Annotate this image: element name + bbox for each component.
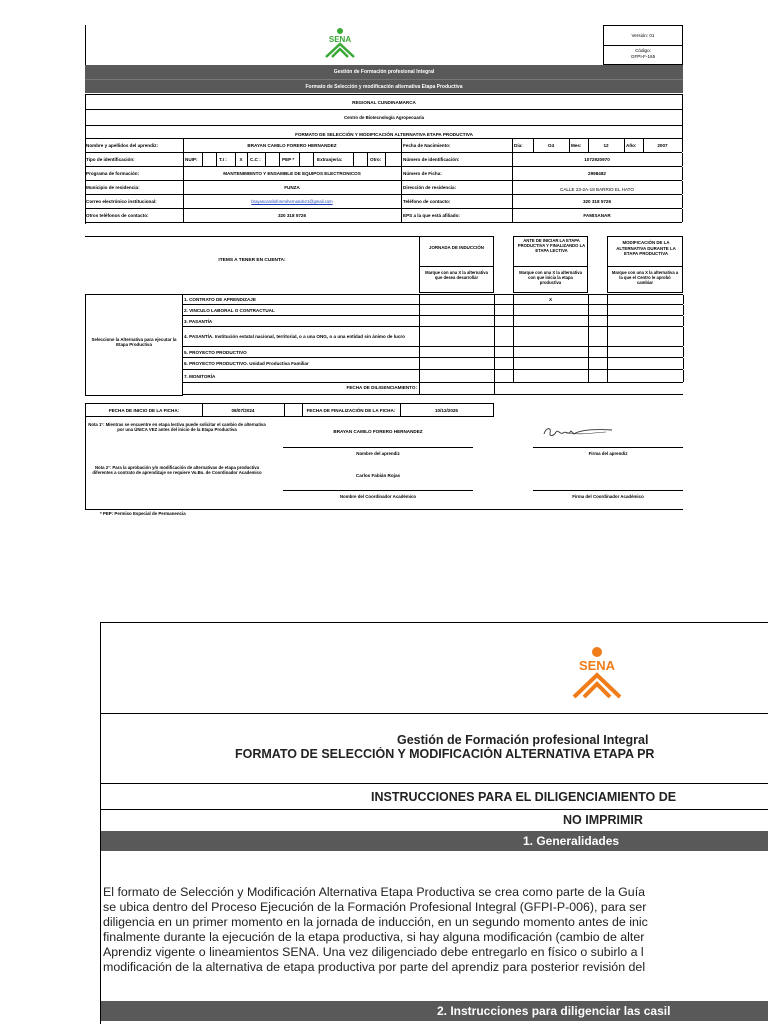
col-modificacion-title: MODIFICACIÓN DE LA ALTERNATIVA DURANTE LA ETAPA PRODUCTIVA xyxy=(616,240,676,257)
pep-label: PEP * xyxy=(282,157,295,162)
municipio-label: Municipio de residencia: xyxy=(86,185,140,190)
alternative-label: 3. PASANTÍA xyxy=(184,318,213,324)
col-inicio-header xyxy=(513,236,588,293)
program-label: Programa de formación: xyxy=(86,171,140,176)
day-label: Día: xyxy=(514,143,523,148)
row-diligencia xyxy=(183,383,683,395)
end-field[interactable]: 10/12/2025 xyxy=(435,407,458,413)
col-inicio-sub: Marque con una X la alternativa con que inicia la etapa productiva xyxy=(519,270,582,286)
alternative-row xyxy=(183,347,683,358)
other-phone-label: Otros teléfonos de contacto: xyxy=(86,213,149,218)
row-fechas-ficha xyxy=(85,403,494,417)
email-label: Correo electrónico institucional: xyxy=(86,199,157,204)
extranjeria-label: Extranjería: xyxy=(317,157,343,162)
select-label-box xyxy=(85,294,183,396)
section-2-bar xyxy=(101,1001,768,1021)
id-number-label: Número de identificación: xyxy=(403,157,460,162)
nuip-label: NUIP: xyxy=(185,157,198,162)
row-name xyxy=(85,139,682,153)
no-print-label: NO IMPRIMIR xyxy=(563,813,643,827)
sena-logo-large-icon xyxy=(569,645,625,699)
diligencia-label: FECHA DE DILIGENCIAMIENTO: xyxy=(346,385,417,390)
svg-text:SENA: SENA xyxy=(328,35,352,44)
version-box xyxy=(603,25,683,65)
alternative-mark-c2[interactable] xyxy=(513,347,588,357)
ficha-label: Número de Ficha: xyxy=(403,171,442,176)
version-text: Versión: 01 xyxy=(604,26,682,46)
phone-field[interactable]: 320 318 5726 xyxy=(582,199,612,204)
name-label: Nombre y apellidos del aprendiz: xyxy=(86,143,158,148)
year-field[interactable]: 2007 xyxy=(657,143,668,148)
month-label: Mes: xyxy=(571,143,582,148)
apprentice-name[interactable]: BRAYAN CAMILO FORERO HERNANDEZ xyxy=(333,429,423,434)
municipio-field[interactable]: FUNZA xyxy=(284,185,300,190)
start-label: FECHA DE INICIO DE LA FICHA: xyxy=(108,407,180,413)
alternative-mark-c2[interactable] xyxy=(513,316,588,326)
id-type-label: Tipo de identificación: xyxy=(86,157,135,162)
alternative-row xyxy=(183,316,683,327)
direccion-label: Dirección de residencia: xyxy=(403,185,457,190)
alternative-label: 6. PROYECTO PRODUCTIVO. Unidad Productiva Familiar xyxy=(184,361,309,366)
alternative-mark-c2[interactable] xyxy=(513,358,588,369)
col-inicio-title: ANTE DE INICIAR LA ETAPA PRODUCTIVA Y FINALIZANDO LA ETAPA LECTIVA xyxy=(517,238,586,253)
alternative-row xyxy=(183,294,683,305)
alternative-label: 5. PROYECTO PRODUCTIVO xyxy=(184,349,247,355)
paragraph-line: finalmente durante la ejecución de la etapa productiva, si hay alguna modificación (cambio de alter xyxy=(103,930,645,944)
alternative-row xyxy=(183,370,683,383)
name-field[interactable]: BRAYAN CAMILO FORERO HERNANDEZ xyxy=(247,143,337,148)
paragraph-line: El formato de Selección y Modificación Alternativa Etapa Productiva se crea como parte de la Guía xyxy=(103,885,646,899)
month-field[interactable]: 12 xyxy=(603,143,609,148)
id-number-field[interactable]: 1072920970 xyxy=(584,157,610,162)
direccion-field[interactable]: CALLE 23-2A-18 BARRIO EL HATO xyxy=(560,186,634,192)
alternative-label: 2. VINCULO LABORAL O CONTRACTUAL xyxy=(184,307,275,313)
alternative-label: 1. CONTRATO DE APRENDIZAJE xyxy=(184,297,256,302)
alternative-label: 7. MONITORÍA xyxy=(184,373,216,379)
alternative-mark-c2[interactable] xyxy=(513,370,588,382)
col-induccion-sub: Marque con una X la alternativa que desea desarrollar xyxy=(425,270,488,281)
email-link[interactable]: brayancamiloforerohernandez1@gmail.com xyxy=(251,199,333,204)
alternative-row xyxy=(183,358,683,370)
row-email xyxy=(85,195,682,209)
alternative-mark-c2[interactable] xyxy=(513,305,588,315)
apprentice-name-label: Nombre del aprendiz xyxy=(356,451,400,456)
alternative-mark-c2[interactable]: X xyxy=(548,297,553,302)
otro-label: Otro: xyxy=(370,157,382,162)
section-1-title: 1. Generalidades xyxy=(523,834,620,848)
alternative-mark-c3[interactable] xyxy=(607,358,683,369)
code-label: Código: xyxy=(635,48,651,53)
ti-mark[interactable]: X xyxy=(239,157,243,162)
instr-title-1: Gestión de Formación profesional Integral xyxy=(397,733,649,747)
paragraph-line: Aprendiz vigente o lineamientos SENA. Una vez diligenciado debe entregarlo en físico o subirlo a l xyxy=(103,945,644,959)
alternative-row xyxy=(183,327,683,347)
generalidades-paragraph xyxy=(103,885,768,975)
row-program xyxy=(85,167,682,181)
paragraph-line: diligencia en un primer momento en la jornada de inducción, en un segundo momento antes de inic xyxy=(103,915,648,929)
other-phone-field[interactable]: 320 318 5726 xyxy=(277,213,307,218)
title-bar-1: Gestión de Formación profesional Integral xyxy=(85,65,683,79)
col-induccion-title: JORNADA DE INDUCCIÓN xyxy=(429,245,484,250)
alternative-mark-c1[interactable] xyxy=(419,358,494,369)
coord-name[interactable]: Carlos Fabián Rojas xyxy=(355,473,401,478)
birth-label: Fecha de Nacimiento: xyxy=(403,143,451,148)
alternative-mark-c1[interactable] xyxy=(419,295,494,304)
phone-label: Teléfono de contacto: xyxy=(403,199,451,204)
email-field[interactable] xyxy=(183,195,401,208)
end-label: FECHA DE FINALIZACIÓN DE LA FICHA: xyxy=(306,407,396,413)
program-field[interactable]: MANTENIMIENTO Y ENSAMBLE DE EQUIPOS ELECTRONICOS xyxy=(223,171,361,176)
footnote: * PEP: Permiso Especial de Permanencia xyxy=(100,511,186,516)
start-field[interactable]: 08/07/2024 xyxy=(231,407,255,413)
section-1-bar xyxy=(101,831,768,851)
note-2: Nota 2°: Para la aprobación y/o modificación de alternativas de etapa productiva diferentes a contrato de aprendizaje se requiere Vo.Bo. de Coordinador Academico xyxy=(92,465,262,476)
note-1: Nota 1°: Mientras se encuentre en etapa lectiva puede solicitar el cambio de alternativa por una ÚNICA VEZ antes del inicio de la Etapa Productiva xyxy=(88,422,266,433)
alternative-mark-c1[interactable] xyxy=(419,327,494,346)
alternative-mark-c1[interactable] xyxy=(419,370,494,382)
row-other-phone xyxy=(85,209,682,223)
ti-label: T.I : xyxy=(219,157,227,162)
regional-text: REGIONAL CUNDINAMARCA xyxy=(85,94,683,110)
alternative-label: 4. PASANTÍA. Institución estatal nacional, territorial, o a una ONG, o a una entidad sin ánimo de lucro xyxy=(184,333,405,339)
title-bar-2: Formato de Selección y modificación alternativa Etapa Productiva xyxy=(85,79,683,93)
instructions-sheet xyxy=(100,622,768,1024)
code-block xyxy=(604,48,682,59)
row-id-type xyxy=(85,153,682,167)
ficha-field[interactable]: 2998482 xyxy=(588,171,606,176)
apprentice-sign-label: Firma del aprendiz xyxy=(588,451,628,456)
paragraph-line: se ubica dentro del Proceso Ejecución de la Formación Profesional Integral (GFPI-P-006), para ser xyxy=(103,900,647,914)
day-field[interactable]: O4 xyxy=(547,143,555,148)
code-value: GFPI-F-165 xyxy=(630,53,656,59)
sena-logo-icon xyxy=(322,27,358,59)
apprentice-signature-icon xyxy=(540,424,618,440)
coord-name-label: Nombre del Coordinador Académico xyxy=(339,494,417,499)
alternative-mark-c3[interactable] xyxy=(607,295,683,304)
items-top-line xyxy=(85,236,419,237)
alternative-mark-c2[interactable] xyxy=(513,327,588,346)
instr-heading: INSTRUCCIONES PARA EL DILIGENCIAMIENTO DE xyxy=(371,790,677,804)
centro-text: Centro de Biotecnología Agropecuaria xyxy=(85,110,683,126)
alternative-mark-c1[interactable] xyxy=(419,305,494,315)
col-induccion-header xyxy=(419,236,494,293)
col-modificacion-sub: Marque con una X la alternativa a la que el Centro le aprobó cambiar xyxy=(611,270,679,286)
alternative-mark-c3[interactable] xyxy=(607,316,683,326)
row-municipio xyxy=(85,181,682,195)
alternative-mark-c3[interactable] xyxy=(607,327,683,346)
section-2-title: 2. Instrucciones para diligenciar las casil xyxy=(437,1004,671,1018)
select-label: Seleccione la Alternativa para ejecutar la Etapa Productiva xyxy=(91,337,177,348)
col-modificacion-header xyxy=(607,236,683,293)
alternative-row xyxy=(183,305,683,316)
year-label: Año: xyxy=(626,143,637,148)
svg-text:SENA: SENA xyxy=(578,658,616,673)
format-title: FORMATO DE SELECCIÓN Y MODIFICACIÓN ALTERNATIVA ETAPA PRODUCTIVA xyxy=(85,126,683,139)
alternative-mark-c3[interactable] xyxy=(607,347,683,357)
eps-field[interactable]: FAMISANAR xyxy=(583,213,611,218)
coord-sign-label: Firma del Coordinador Académico xyxy=(572,494,644,499)
paragraph-line: modificación de la alternativa de etapa productiva por parte del aprendiz para posterior revisión del xyxy=(103,960,646,974)
eps-label: EPS a la que está afiliado: xyxy=(403,213,460,218)
alternative-mark-c1[interactable] xyxy=(419,347,494,357)
alternative-mark-c1[interactable] xyxy=(419,316,494,326)
alternative-mark-c3[interactable] xyxy=(607,305,683,315)
cc-label: C.C : xyxy=(250,157,261,162)
alternative-mark-c3[interactable] xyxy=(607,370,683,382)
items-label: ITEMS A TENER EN CUENTA: xyxy=(218,258,286,263)
instr-title-2: FORMATO DE SELECCIÓN Y MODIFICACIÓN ALTERNATIVA ETAPA PR xyxy=(235,747,655,761)
header-frame-left xyxy=(85,25,86,65)
